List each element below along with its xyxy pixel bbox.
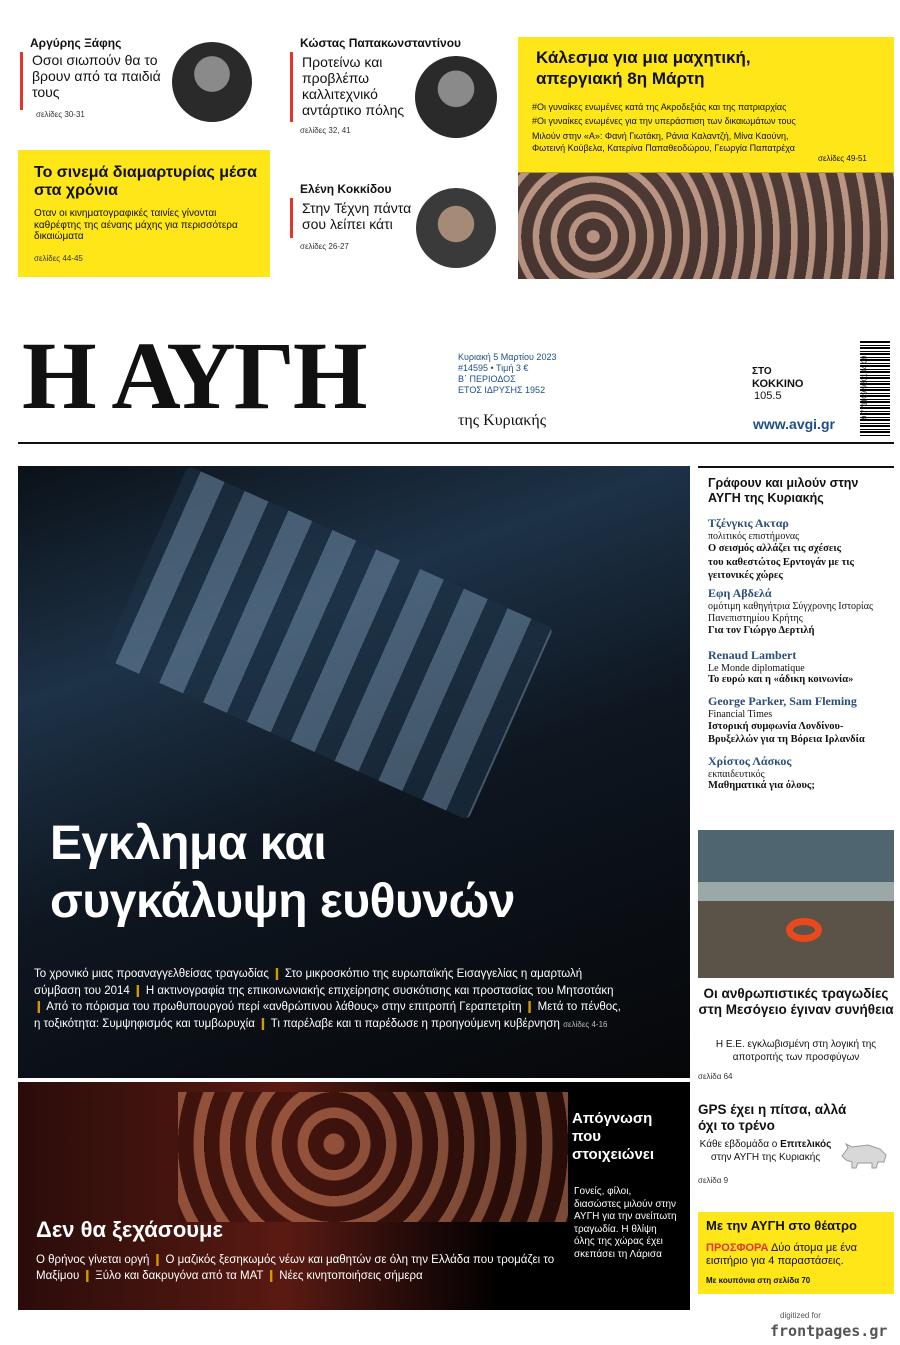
sidebar-role: Financial Times <box>708 709 773 720</box>
promo-title: Κάλεσμα για μια μαχητική, απεργιακή 8η Μάρτη <box>536 48 751 88</box>
promo-author: Κώστας Παπακωνσταντίνου <box>300 36 462 50</box>
gps-pages: σελίδα 9 <box>698 1176 729 1185</box>
gps-title: GPS έχει η πίτσα, αλλά όχι το τρένο <box>698 1102 847 1133</box>
promo-line-2: #Οι γυναίκες ενωμένες για την υπεράσπιση των δικαιωμάτων τους <box>532 116 796 126</box>
second-point: Ξύλο και δακρυγόνα από τα ΜΑΤ <box>95 1270 264 1282</box>
sidebar-article-title: Ιστορική συμφωνία Λονδίνου-Βρυξελλών για τη Βόρεια Ιρλανδία <box>708 721 865 745</box>
issue-number: #14595 • Τιμή 3 € <box>458 363 529 373</box>
promo-title: Το σινεμά διαμαρτυρίας μέσα στα χρόνια <box>34 164 258 199</box>
offer-label: ΠΡΟΣΦΟΡΑ <box>706 1242 769 1254</box>
lead-headline-2: συγκάλυψη ευθυνών <box>50 875 515 928</box>
gps-text <box>698 1138 833 1164</box>
promo-quote: Στην Τέχνη πάντα σου λείπει κάτι <box>302 200 412 232</box>
barcode-number: 9 771109 980104 09 <box>861 355 869 420</box>
radio-line-2: ΚΟΚΚΙΝΟ <box>752 378 804 390</box>
issue-period: Β΄ ΠΕΡΙΟΔΟΣ <box>458 374 516 384</box>
promo-quote: Οσοι σιωπούν θα το βρουν από τα παιδιά τους <box>32 52 161 100</box>
sidebar-author: Χρίστος Λάσκος <box>708 754 792 768</box>
lead-story[interactable] <box>18 466 690 1078</box>
sidebar-author: George Parker, Sam Fleming <box>708 694 857 708</box>
theatre-title: Με την ΑΥΓΗ στο θέατρο <box>706 1218 857 1233</box>
refugee-text: Η Ε.Ε. εγκλωβισμένη στη λογική της αποτροπής των προσφύγων <box>715 1039 877 1063</box>
promo-papakonstantinou[interactable] <box>290 32 505 142</box>
promo-quote: Προτείνω και προβλέπω καλλιτεχνικό αντάρτικο πόλης <box>302 54 405 118</box>
promo-strip <box>0 0 900 290</box>
sidebar-role: εκπαιδευτικός <box>708 769 765 780</box>
sidebar-role: Le Monde diplomatique <box>708 663 805 674</box>
sidebar-item[interactable] <box>708 516 888 583</box>
sidebar-article-title: Ο σεισμός αλλάζει τις σχέσεις του καθεστώτος Ερντογάν με τις γειτονικές χώρες <box>708 543 854 581</box>
promo-line-1: #Οι γυναίκες ενωμένες κατά της Ακροδεξιάς και της πατριαρχίας <box>532 102 787 112</box>
promo-line-3: Μιλούν στην «Α»: Φανή Γιωτάκη, Ράνια Καλαντζή, Μίνα Καούνη, Φωτεινή Κούβελα, Κατερίνα Παπαθεοδώρου, Γεωργία Παπατρέχα <box>532 131 795 153</box>
masthead-rule <box>18 442 894 444</box>
radio-frequency: 105.5 <box>754 390 782 402</box>
refugee-title: Οι ανθρωπιστικές τραγωδίες στη Μεσόγειο έγιναν συνήθεια <box>698 986 894 1017</box>
second-point: Ο μαζικός ξεσηκωμός νέων και μαθητών σε όλη την Ελλάδα που τρομάζει το Μαξίμου <box>36 1254 555 1282</box>
sidebar-author: Renaud Lambert <box>708 648 797 662</box>
rhino-icon <box>838 1138 890 1170</box>
second-point: Ο θρήνος γίνεται οργή <box>36 1254 150 1266</box>
founded-year: ΕΤΟΣ ΙΔΡΥΣΗΣ 1952 <box>458 385 546 395</box>
gps-column[interactable] <box>698 1094 894 1184</box>
lead-pages: σελίδες 4-16 <box>563 1019 608 1029</box>
gps-text-suffix: στην ΑΥΓΗ της Κυριακής <box>710 1152 821 1163</box>
sidebar-article-title: Για τον Γιώργο Δερτιλή <box>708 625 815 636</box>
protest-photo <box>518 173 894 279</box>
lead-point: Η ακτινογραφία της επικοινωνιακής επιχείρησης συσκότισης και προστασίας του Μητσοτάκη <box>145 984 614 997</box>
lead-point: Τι παρέλαβε και τι παρέδωσε η προηγούμενη κυβέρνηση <box>270 1017 560 1030</box>
digitized-note: digitized for <box>780 1311 821 1320</box>
gps-column-name: Επιτελικός <box>780 1139 832 1150</box>
sidebar-header: Γράφουν και μιλούν στην ΑΥΓΗ της Κυριακής <box>708 476 859 505</box>
side-story-title: Απόγνωση που στοιχειώνει <box>572 1110 655 1163</box>
masthead <box>0 320 900 438</box>
promo-accent-bar <box>290 52 293 122</box>
second-summary: Ο θρήνος γίνεται οργή ❙ Ο μαζικός ξεσηκωμός νέων και μαθητών σε όλη την Ελλάδα που τρομάζει το Μαξίμου ❙ Ξύλο και δακρυγόνα από τα ΜΑΤ ❙ Νέες κινητοποιήσεις σήμερα <box>36 1254 555 1282</box>
second-point: Νέες κινητοποιήσεις σήμερα <box>279 1270 423 1282</box>
issue-date: Κυριακή 5 Μαρτίου 2023 <box>458 352 557 362</box>
theatre-offer[interactable] <box>698 1212 894 1294</box>
watermark-site[interactable]: frontpages.gr <box>770 1322 888 1340</box>
author-photo <box>415 56 497 138</box>
radio-line-1: ΣΤΟ <box>752 366 772 377</box>
lead-headline-1: Εγκλημα και <box>50 817 327 870</box>
sidebar-role: πολιτικός επιστήμονας <box>708 531 800 542</box>
sidebar-author: Τζένγκις Ακταρ <box>708 516 789 530</box>
promo-text: Οταν οι κινηματογραφικές ταινίες γίνονται καθρέφτης της αέναης μάχης για περισσότερα δικαιώματα <box>34 208 238 242</box>
sidebar-article-title: Μαθηματικά για όλους; <box>708 780 815 791</box>
promo-author: Ελένη Κοκκίδου <box>300 182 392 196</box>
side-story-text: Γονείς, φίλοι, διασώστες μιλούν στην ΑΥΓΗ για την ανείπωτη τραγωδία. Η θλίψη όλης της χώρας έχει σκεπάσει τη Λάρισα <box>574 1186 677 1260</box>
lead-point: Μετά το πένθος, η τοξικότητα: Συμψηφισμός και τυμβωρυχία <box>34 1001 621 1030</box>
promo-pages: σελίδες 26-27 <box>300 242 349 251</box>
newspaper-title[interactable]: Η ΑΥΓΗ <box>22 322 366 429</box>
newspaper-subtitle: της Κυριακής <box>458 412 547 429</box>
lead-point: Από το πόρισμα του πρωθυπουργού περί «ανθρώπινου λάθους» στην επιτροπή Γεραπετρίτη <box>46 1001 522 1013</box>
sidebar-item[interactable] <box>708 648 888 685</box>
theatre-note: Με κουπόνια στη σελίδα 70 <box>706 1276 811 1285</box>
promo-pages: σελίδες 49-51 <box>818 154 867 163</box>
promo-pages: σελίδες 30-31 <box>36 110 85 119</box>
sidebar-article-title: Το ευρώ και η «άδικη κοινωνία» <box>708 674 854 685</box>
second-headline: Δεν θα ξεχάσουμε <box>36 1217 223 1242</box>
lead-point: Στο μικροσκόπιο της ευρωπαϊκής Εισαγγελίας η αμαρτωλή σύμβαση του 2014 <box>34 968 583 997</box>
lifebuoy-icon <box>786 918 822 942</box>
lead-point: Το χρονικό μιας προαναγγελθείσας τραγωδίας <box>34 968 269 980</box>
promo-accent-bar <box>20 52 23 110</box>
train-wreck-photo <box>103 466 554 820</box>
author-photo <box>416 188 496 268</box>
radio-logo[interactable] <box>752 364 842 404</box>
promo-8-march[interactable] <box>518 37 894 279</box>
sidebar-item[interactable] <box>708 694 888 746</box>
sidebar-item[interactable] <box>708 754 888 791</box>
promo-xafis[interactable] <box>20 32 270 132</box>
promo-cinema[interactable] <box>18 150 270 277</box>
gps-text-prefix: Κάθε εβδομάδα ο <box>699 1139 781 1150</box>
promo-pages: σελίδες 44-45 <box>34 254 83 263</box>
sidebar-item[interactable] <box>708 586 888 636</box>
refugee-pages: σελίδα 64 <box>698 1072 733 1081</box>
refugee-story[interactable] <box>698 830 894 1080</box>
promo-pages: σελίδες 32, 41 <box>300 126 351 135</box>
theatre-offer-text <box>706 1242 890 1268</box>
promo-kokkidou[interactable] <box>290 178 505 278</box>
shoreline-photo <box>698 830 894 978</box>
promo-accent-bar <box>290 198 293 238</box>
second-story[interactable] <box>18 1082 690 1310</box>
offer-description: Δύο άτομα με ένα εισιτήριο για 4 παραστάσεις. <box>706 1242 857 1267</box>
sidebar-role: ομότιμη καθηγήτρια Σύγχρονης Ιστορίας Πανεπιστημίου Κρήτης <box>708 601 873 624</box>
lead-summary: Το χρονικό μιας προαναγγελθείσας τραγωδίας ❙ Στο μικροσκόπιο της ευρωπαϊκής Εισαγγελίας η αμαρτωλή σύμβαση του 2014 ❙ Η ακτινογραφία της επικοινωνιακής επιχείρησης συσκότισης και προστασίας του Μητσοτάκη ❙ Από το πόρισμα του πρωθυπουργού περί «ανθρώπινου λάθους» στην επιτροπή Γεραπετρίτη ❙ Μετά το πένθος, η τοξικότητα: Συμψηφισμός και τυμβωρυχία ❙ Τι παρέλαβε και τι παρέδωσε η προηγούμενη κυβέρνηση σελίδες 4-16 <box>34 968 621 1030</box>
sidebar-top-rule <box>698 466 894 468</box>
sidebar-author: Εφη Αβδελά <box>708 586 772 600</box>
promo-author: Αργύρης Ξάφης <box>30 36 122 50</box>
protest-photo <box>178 1092 568 1222</box>
sidebar <box>698 466 894 1296</box>
website-link[interactable]: www.avgi.gr <box>753 416 835 432</box>
author-photo <box>172 42 252 122</box>
